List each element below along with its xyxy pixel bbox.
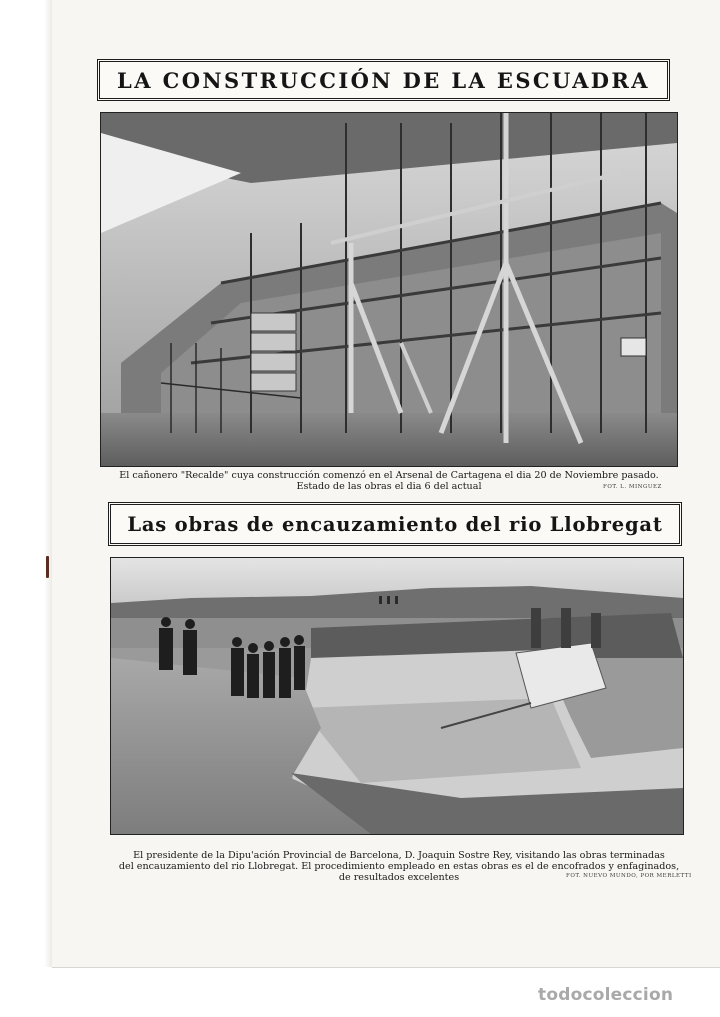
shipyard-photo xyxy=(100,112,678,467)
watermark-logo: todocoleccion xyxy=(538,985,674,1005)
article1-title: LA CONSTRUCCIÓN DE LA ESCUADRA xyxy=(117,67,650,93)
page-edge xyxy=(44,0,52,967)
article1-caption-line2: Estado de las obras el dia 6 del actual xyxy=(296,481,482,492)
river-works-photo xyxy=(110,557,684,835)
article2-caption-line3: de resultados excelentes xyxy=(338,872,460,883)
stain-mark xyxy=(46,556,49,578)
article2-caption-line2: del encauzamiento del rio Llobregat. El procedimiento empleado en estas obras es el de encofrados y enfaginados, xyxy=(118,861,680,872)
article1-caption-line1: El cañonero "Recalde" cuya construcción comenzó en el Arsenal de Cartagena el dia 20 de Noviembre pasado. xyxy=(119,470,659,481)
article1-title-box xyxy=(97,59,670,101)
article1-photo-credit: FOT. L. MINGUEZ xyxy=(603,484,662,490)
article2-title: Las obras de encauzamiento del rio Llobregat xyxy=(127,512,663,536)
article2-caption-line1: El presidente de la Dipu'ación Provincial de Barcelona, D. Joaquin Sostre Rey, visitando las obras terminadas xyxy=(133,850,665,861)
article2-photo-credit: FOT. NUEVO MUNDO, POR MERLETTI xyxy=(566,873,692,879)
article2-title-box xyxy=(108,502,682,546)
